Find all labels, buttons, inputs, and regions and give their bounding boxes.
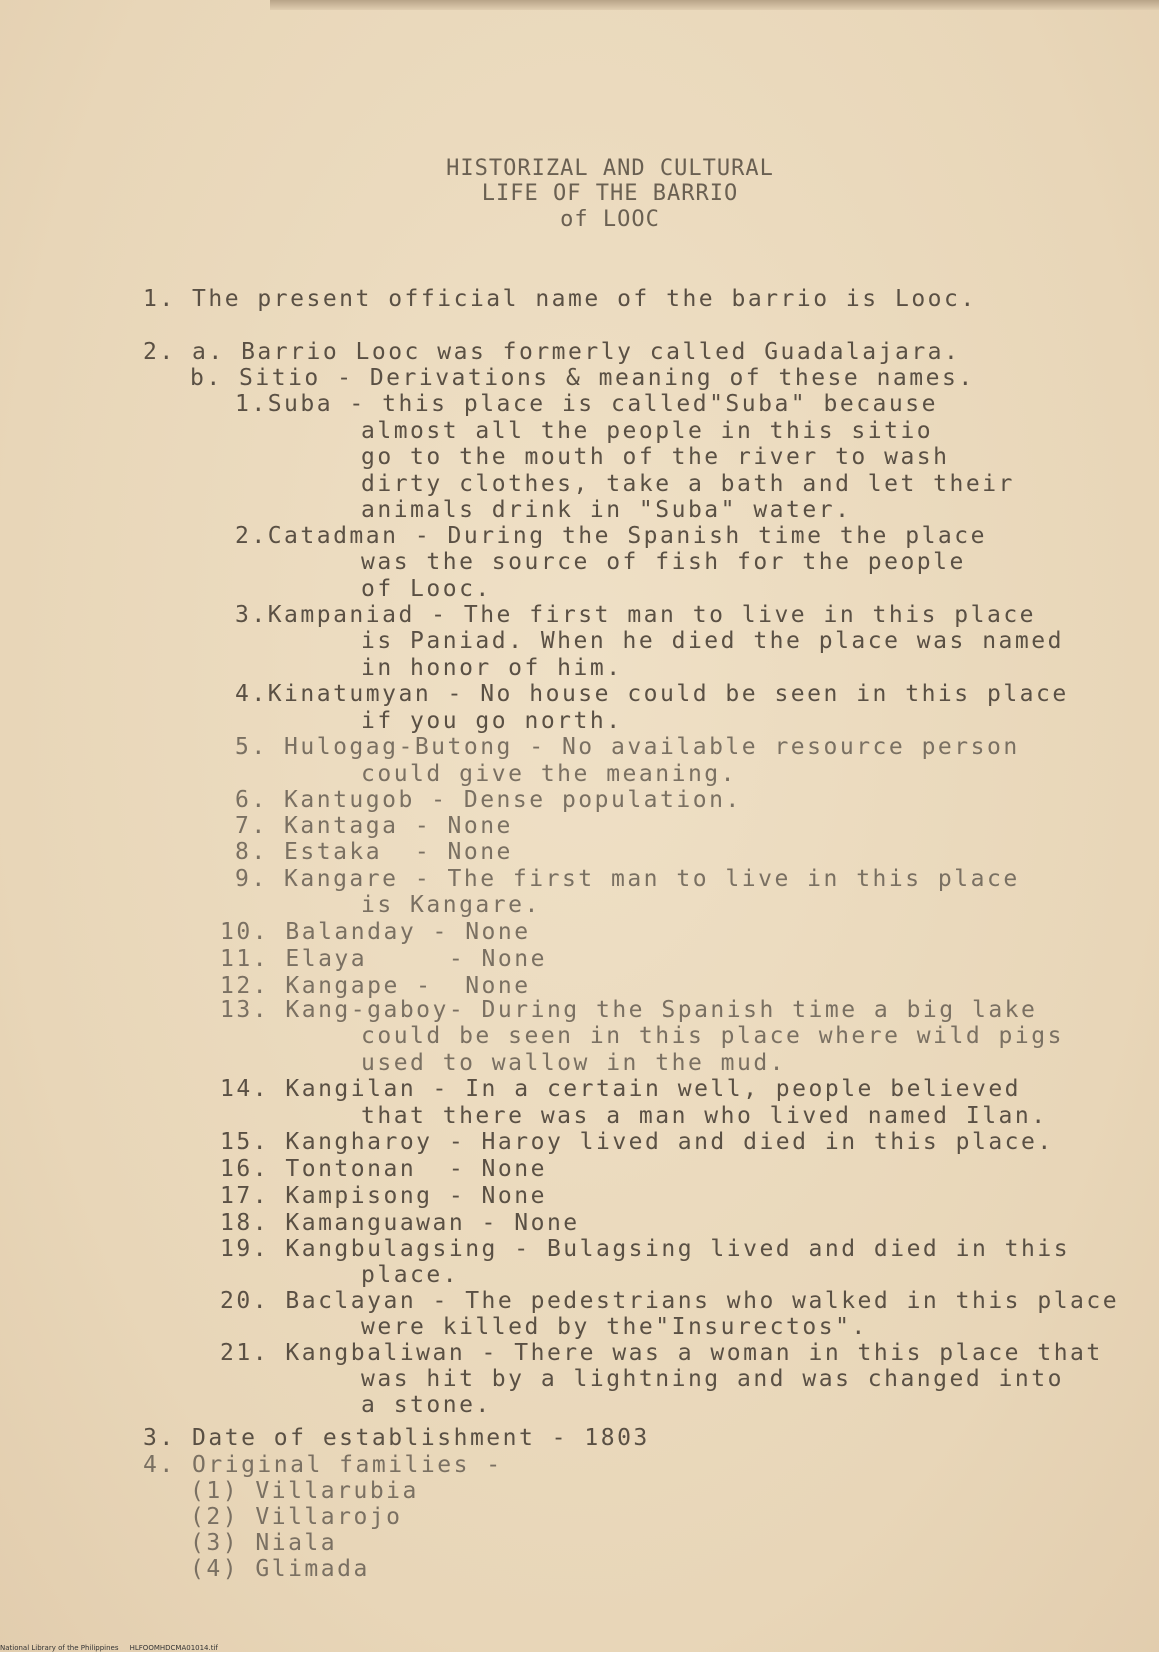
item-4-families: 4. Original families - [143, 1452, 503, 1478]
sitio-15-kangharoy: 15. Kangharoy - Haroy lived and died in this place. [220, 1129, 1054, 1155]
sitio-10-balanday: 10. Balanday - None [220, 919, 531, 945]
sitio-11-elaya: 11. Elaya - None [220, 946, 547, 972]
sitio-3-kampaniad: 3.Kampaniad - The first man to live in this place [235, 602, 1037, 628]
sitio-1-suba: 1.Suba - this place is called"Suba" because [235, 391, 938, 417]
sitio-19-kangbulagsing: 19. Kangbulagsing - Bulagsing lived and died in this [220, 1236, 1071, 1262]
sitio-3-cont-2: in honor of him. [361, 655, 623, 681]
sitio-20-baclayan: 20. Baclayan - The pedestrians who walked in this place [220, 1288, 1120, 1314]
title-line-2: LIFE OF THE BARRIO [481, 181, 739, 206]
sitio-1-cont-2: go to the mouth of the river to wash [361, 444, 950, 470]
sitio-13-kang-gaboy: 13. Kang-gaboy- During the Spanish time a big lake [220, 997, 1038, 1023]
title-line-1: HISTORIZAL AND CULTURAL [446, 156, 774, 181]
sitio-12-kangape: 12. Kangape - None [220, 973, 531, 999]
sitio-21-cont-1: was hit by a lightning and was changed into [361, 1366, 1064, 1392]
sitio-20-cont-1: were killed by the"Insurectos". [361, 1314, 868, 1340]
sitio-7-kantaga: 7. Kantaga - None [235, 813, 513, 839]
title-line-3: of LOOC [560, 207, 660, 232]
sitio-16-tontonan: 16. Tontonan - None [220, 1156, 547, 1182]
sitio-4-cont-1: if you go north. [361, 708, 623, 734]
item-1: 1. The present official name of the barrio is Looc. [143, 286, 977, 312]
family-2: (2) Villarojo [190, 1504, 403, 1530]
sitio-1-cont-3: dirty clothes, take a bath and let their [361, 471, 1015, 497]
sitio-13-cont-2: used to wallow in the mud. [361, 1050, 787, 1076]
sitio-1-cont-4: animals drink in "Suba" water. [361, 497, 852, 523]
sitio-2-catadman: 2.Catadman - During the Spanish time the place [235, 523, 987, 549]
family-4: (4) Glimada [190, 1556, 370, 1582]
sitio-13-cont-1: could be seen in this place where wild pigs [361, 1023, 1064, 1049]
archive-footer: National Library of the Philippines HLFOOMHDCMA01014.tif [0, 1644, 218, 1652]
sitio-8-estaka: 8. Estaka - None [235, 839, 513, 865]
sitio-19-cont-1: place. [361, 1262, 460, 1288]
sitio-21-cont-2: a stone. [361, 1392, 492, 1418]
sitio-14-kangilan: 14. Kangilan - In a certain well, people believed [220, 1076, 1022, 1102]
sitio-14-cont-1: that there was a man who lived named Ilan. [361, 1103, 1048, 1129]
page-top-edge [270, 0, 1159, 10]
sitio-9-cont-1: is Kangare. [361, 892, 541, 918]
sitio-6-kantugob: 6. Kantugob - Dense population. [235, 787, 742, 813]
sitio-1-cont-1: almost all the people in this sitio [361, 418, 934, 444]
sitio-2-cont-1: was the source of fish for the people [361, 549, 966, 575]
item-3-date: 3. Date of establishment - 1803 [143, 1425, 650, 1451]
sitio-4-kinatumyan: 4.Kinatumyan - No house could be seen in this place [235, 681, 1069, 707]
footer-bar [0, 1652, 1159, 1658]
sitio-17-kampisong: 17. Kampisong - None [220, 1183, 547, 1209]
sitio-3-cont-1: is Paniad. When he died the place was named [361, 628, 1064, 654]
sitio-21-kangbaliwan: 21. Kangbaliwan - There was a woman in this place that [220, 1340, 1103, 1366]
sitio-5-hulogag-butong: 5. Hulogag-Butong - No available resource person [235, 734, 1020, 760]
sitio-18-kamanguawan: 18. Kamanguawan - None [220, 1210, 580, 1236]
sitio-2-cont-2: of Looc. [361, 576, 492, 602]
sitio-5-cont-1: could give the meaning. [361, 761, 737, 787]
sitio-9-kangare: 9. Kangare - The first man to live in this place [235, 866, 1020, 892]
family-3: (3) Niala [190, 1530, 338, 1556]
item-2b: b. Sitio - Derivations & meaning of these names. [190, 365, 975, 391]
item-2a: 2. a. Barrio Looc was formerly called Guadalajara. [143, 339, 961, 365]
family-1: (1) Villarubia [190, 1478, 419, 1504]
